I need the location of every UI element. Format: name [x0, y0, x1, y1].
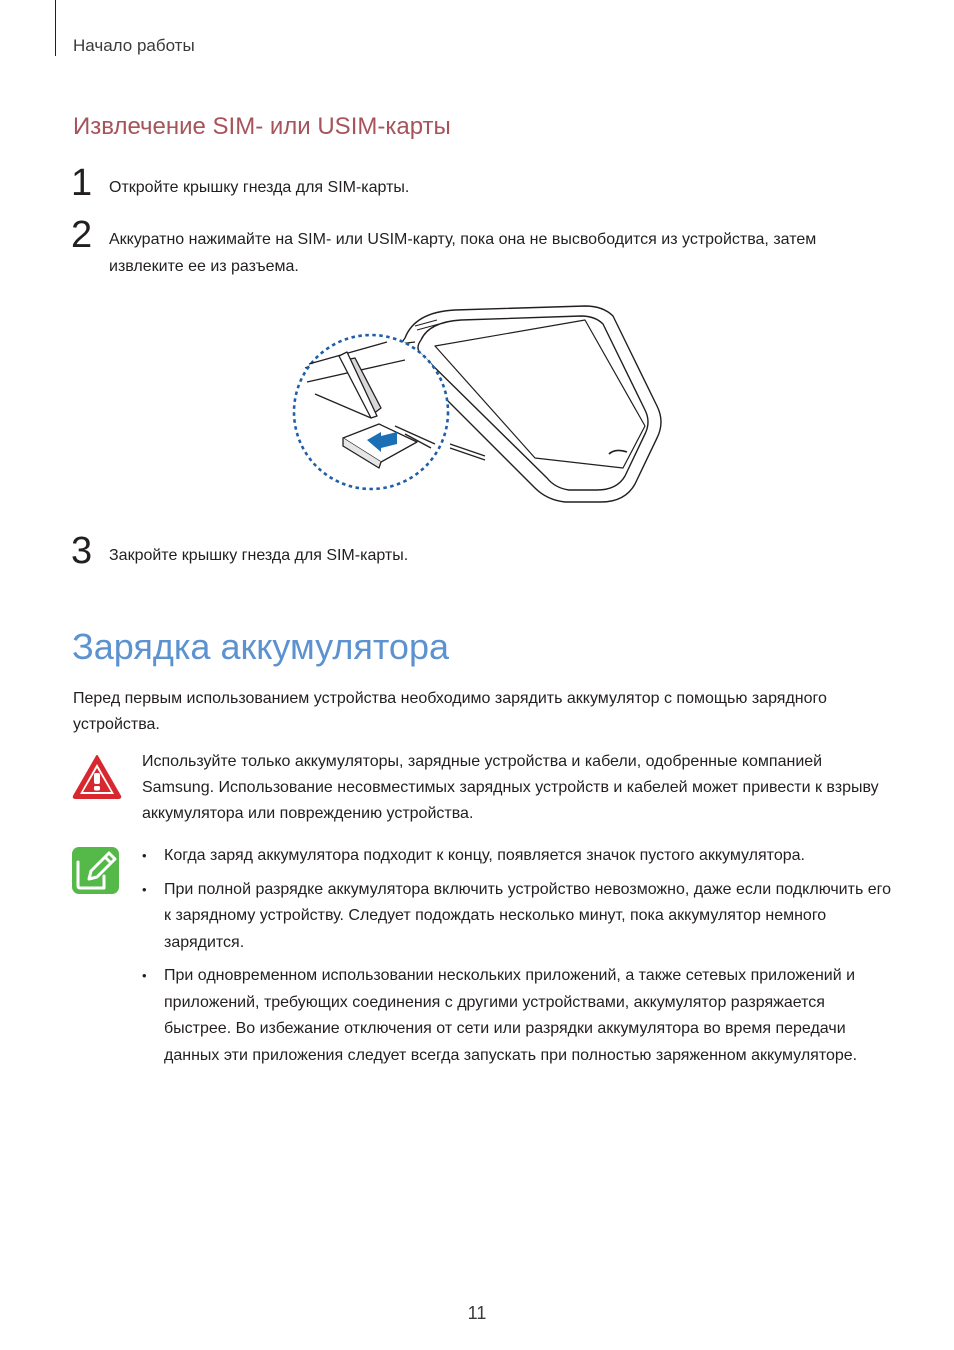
note-text: При одновременном использовании нескольких приложений, а также сетевых приложений и приложений, требующих соединения с другими устройствами, аккумулятор разряжается быстрее. Во избежание отключения от сети или разрядки аккумулятора во время передачи данных эти приложения следует всегда запускать при полностью заряженном аккумуляторе. [164, 967, 858, 1064]
note-text: При полной разрядке аккумулятора включить устройство невозможно, даже если подключить его к зарядному устройству. Следует подождать несколько минут, пока аккумулятор немного зарядится. [164, 880, 892, 951]
warning-text: Используйте только аккумуляторы, зарядные устройства и кабели, одобренные компанией Samsung. Использование несовместимых зарядных устройств и кабелей может привести к взрыву аккумулятора или повреждению устройства. [142, 753, 879, 822]
sim-removal-illustration [285, 298, 675, 508]
step-number: 1 [71, 162, 93, 204]
running-head: Начало работы [73, 36, 195, 55]
section-title-sim-removal: Извлечение SIM- или USIM-карты [73, 113, 451, 140]
bullet: • [142, 848, 147, 863]
step-text: Закройте крышку гнезда для SIM-карты. [109, 547, 409, 564]
note-list [142, 843, 892, 1076]
step-number: 2 [71, 214, 93, 256]
bullet: • [142, 968, 147, 983]
section-title-battery-charging: Зарядка аккумулятора [72, 626, 449, 667]
step-number: 3 [71, 530, 93, 572]
bullet: • [142, 881, 147, 897]
note-text: Когда заряд аккумулятора подходит к концу, появляется значок пустого аккумулятора. [164, 847, 805, 864]
list-item [142, 877, 892, 957]
intro-paragraph: Перед первым использованием устройства необходимо зарядить аккумулятор с помощью зарядного устройства. [73, 690, 827, 733]
list-item [142, 843, 892, 870]
list-item [142, 963, 892, 1069]
warning-triangle-icon [72, 754, 122, 800]
page-number: 11 [467, 1303, 487, 1323]
note-pencil-icon [71, 846, 120, 895]
step-text: Откройте крышку гнезда для SIM-карты. [109, 179, 410, 196]
page-edge-rule [55, 0, 56, 56]
step-text: Аккуратно нажимайте на SIM- или USIM-карту, пока она не высвободится из устройства, затем извлеките ее из разъема. [109, 231, 817, 275]
